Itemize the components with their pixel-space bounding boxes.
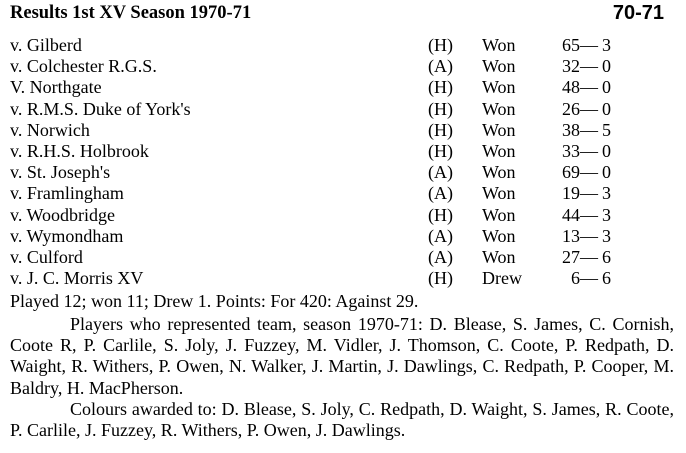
result-label: Won	[482, 204, 516, 225]
result-label: Won	[482, 183, 516, 204]
points-against: 3	[602, 204, 611, 225]
venue-label: (A)	[428, 183, 453, 204]
points-for: 69	[562, 162, 580, 183]
venue-label: (H)	[428, 268, 453, 289]
result-row	[10, 183, 630, 204]
points-for: 38	[562, 119, 580, 140]
match-score	[552, 247, 632, 268]
result-row	[10, 141, 630, 162]
match-score	[552, 162, 632, 183]
points-against: 0	[602, 77, 611, 98]
result-label: Won	[482, 119, 516, 140]
points-against: 0	[602, 162, 611, 183]
points-against: 3	[602, 183, 611, 204]
colours-paragraph: Colours awarded to: D. Blease, S. Joly, C. Redpath, D. Waight, S. James, R. Coote, P. Carlile, J. Fuzzey, R. Withers, P. Owen, J. Dawlings.	[10, 399, 674, 441]
score-dash: —	[580, 140, 598, 161]
match-score	[552, 183, 632, 204]
match-score	[552, 226, 632, 247]
points-for: 33	[562, 140, 580, 161]
result-label: Won	[482, 225, 516, 246]
opponent-name: v. St. Joseph's	[10, 162, 111, 183]
score-dash: —	[580, 268, 598, 289]
result-row	[10, 162, 630, 183]
score-dash: —	[580, 162, 598, 183]
result-label: Won	[482, 56, 516, 77]
result-row	[10, 268, 630, 289]
points-for: 26	[562, 98, 580, 119]
score-dash: —	[580, 246, 598, 267]
points-for: 44	[562, 204, 580, 225]
result-label: Won	[482, 77, 516, 98]
score-dash: —	[580, 204, 598, 225]
points-against: 5	[602, 119, 611, 140]
opponent-name: v. Norwich	[10, 119, 90, 140]
opponent-name: v. J. C. Morris XV	[10, 268, 144, 289]
points-for: 48	[562, 77, 580, 98]
result-row	[10, 99, 630, 120]
points-for: 27	[562, 246, 580, 267]
match-score	[552, 35, 632, 56]
venue-label: (A)	[428, 56, 453, 77]
result-row	[10, 205, 630, 226]
venue-label: (H)	[428, 98, 453, 119]
points-against: 3	[602, 35, 611, 55]
result-label: Won	[482, 98, 516, 119]
score-dash: —	[580, 225, 598, 246]
points-for: 65	[562, 35, 580, 55]
opponent-name: v. Gilberd	[10, 35, 82, 55]
opponent-name: v. Woodbridge	[10, 204, 116, 225]
venue-label: (A)	[428, 225, 453, 246]
venue-label: (A)	[428, 246, 453, 267]
points-against: 0	[602, 98, 611, 119]
points-for: 32	[562, 56, 580, 77]
opponent-name: v. Culford	[10, 246, 83, 267]
result-row	[10, 77, 630, 98]
result-label: Won	[482, 140, 516, 161]
match-score	[552, 56, 632, 77]
result-label: Won	[482, 246, 516, 267]
match-score	[552, 205, 632, 226]
players-paragraph: Players who represented team, season 1970-71: D. Blease, S. James, C. Cornish, Coote R, P. Carlile, S. Joly, J. Fuzzey, M. Vidler, J. Thomson, C. Coote, P. Redpath, D. Waight, R. Withers, P. Owen, N. Walker, J. Martin, J. Dawlings, C. Redpath, P. Cooper, M. Baldry, H. MacPherson.	[10, 314, 674, 398]
page-title: Results 1st XV Season 1970-71	[10, 3, 252, 23]
match-score	[552, 77, 632, 98]
result-row	[10, 247, 630, 268]
points-against: 0	[602, 56, 611, 77]
opponent-name: V. Northgate	[10, 77, 102, 98]
points-against: 0	[602, 140, 611, 161]
results-list	[10, 35, 630, 289]
match-score	[552, 141, 632, 162]
score-dash: —	[580, 183, 598, 204]
points-for: 13	[562, 225, 580, 246]
points-against: 6	[602, 246, 611, 267]
points-for: 19	[562, 183, 580, 204]
result-row	[10, 226, 630, 247]
result-label: Won	[482, 162, 516, 183]
score-dash: —	[580, 98, 598, 119]
result-row	[10, 56, 630, 77]
points-against: 3	[602, 225, 611, 246]
venue-label: (H)	[428, 35, 453, 55]
opponent-name: v. Colchester R.G.S.	[10, 56, 157, 77]
opponent-name: v. Framlingham	[10, 183, 124, 204]
season-tag: 70-71	[612, 2, 664, 24]
venue-label: (H)	[428, 140, 453, 161]
score-dash: —	[580, 35, 598, 55]
score-dash: —	[580, 77, 598, 98]
venue-label: (A)	[428, 162, 453, 183]
venue-label: (H)	[428, 77, 453, 98]
score-dash: —	[580, 56, 598, 77]
opponent-name: v. Wymondham	[10, 225, 124, 246]
points-against: 6	[602, 268, 611, 289]
venue-label: (H)	[428, 204, 453, 225]
result-row	[10, 120, 630, 141]
points-for: 6	[571, 268, 580, 289]
score-dash: —	[580, 119, 598, 140]
opponent-name: v. R.H.S. Holbrook	[10, 140, 149, 161]
opponent-name: v. R.M.S. Duke of York's	[10, 98, 191, 119]
result-label: Drew	[482, 268, 522, 289]
result-row	[10, 35, 630, 56]
venue-label: (H)	[428, 119, 453, 140]
match-score	[552, 99, 632, 120]
result-label: Won	[482, 35, 516, 55]
match-score	[552, 268, 632, 289]
season-summary: Played 12; won 11; Drew 1. Points: For 420: Against 29.	[10, 291, 419, 311]
match-score	[552, 120, 632, 141]
